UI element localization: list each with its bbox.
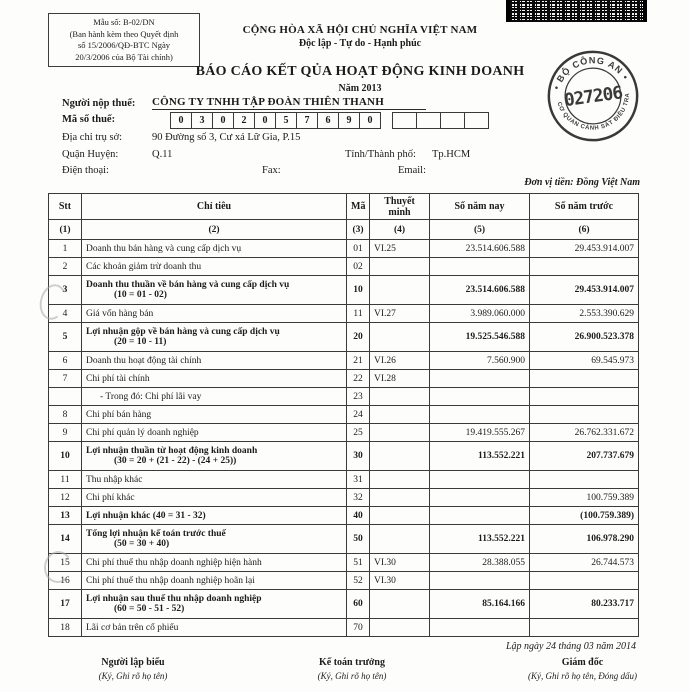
- cell-nam-nay: 23.514.606.588: [430, 276, 530, 305]
- cell-ma: 21: [347, 352, 370, 370]
- cell-nam-truoc: 106.978.290: [530, 525, 639, 554]
- cell-nam-truoc: 207.737.679: [530, 442, 639, 471]
- tax-digit-cell: 0: [212, 112, 234, 129]
- table-row: [49, 276, 639, 305]
- cell-ma: 52: [347, 572, 370, 590]
- row-label: Chi phí thuế thu nhập doanh nghiệp hiện hành: [86, 557, 262, 568]
- table-row: [49, 352, 639, 370]
- tax-empty-cell: [392, 112, 417, 129]
- col-header-thuyet-minh: Thuyết minh: [370, 194, 430, 220]
- table-row: [49, 442, 639, 471]
- currency-note: Đơn vị tiền: Đồng Việt Nam: [524, 177, 640, 188]
- tax-digit-cell: 6: [317, 112, 339, 129]
- cell-stt: 14: [49, 525, 82, 554]
- cell-nam-truoc: 26.762.331.672: [530, 424, 639, 442]
- table-row: [49, 554, 639, 572]
- cell-nam-truoc: [530, 406, 639, 424]
- cell-thuyet-minh: VI.30: [370, 572, 430, 590]
- row-formula: (60 = 50 - 51 - 52): [114, 604, 185, 614]
- cell-chi-tieu: [82, 507, 347, 525]
- row-formula: (20 = 10 - 11): [114, 337, 167, 347]
- tax-digit-cell: 2: [233, 112, 255, 129]
- cell-thuyet-minh: VI.27: [370, 305, 430, 323]
- cell-chi-tieu: [82, 240, 347, 258]
- cell-ma: 40: [347, 507, 370, 525]
- cell-nam-truoc: 29.453.914.007: [530, 240, 639, 258]
- row-formula: (30 = 20 + (21 - 22) - (24 + 25)): [114, 456, 237, 466]
- cell-chi-tieu: [82, 258, 347, 276]
- row-label: Chi phí tài chính: [86, 373, 150, 384]
- stamp-number: 027206: [562, 83, 624, 112]
- cell-nam-nay: 3.989.060.000: [430, 305, 530, 323]
- cell-thuyet-minh: VI.28: [370, 370, 430, 388]
- signature-block-preparer: [53, 657, 213, 681]
- cell-thuyet-minh: VI.25: [370, 240, 430, 258]
- row-label: Chi phí bán hàng: [86, 409, 152, 420]
- cell-nam-nay: [430, 507, 530, 525]
- cell-thuyet-minh: [370, 323, 430, 352]
- taxpayer-label: Người nộp thuế:: [62, 98, 136, 109]
- table-row: [49, 258, 639, 276]
- cell-ma: 20: [347, 323, 370, 352]
- cell-chi-tieu: [82, 276, 347, 305]
- tax-code-boxes: [170, 112, 488, 129]
- table-row: [49, 424, 639, 442]
- cell-stt: 16: [49, 572, 82, 590]
- barcode: [506, 0, 647, 22]
- cell-chi-tieu: [82, 442, 347, 471]
- table-row: [49, 240, 639, 258]
- form-ref-line: 20/3/2006 của Bộ Tài chính): [75, 51, 173, 62]
- cell-chi-tieu: [82, 388, 347, 406]
- cell-chi-tieu: [82, 305, 347, 323]
- cell-ma: 22: [347, 370, 370, 388]
- colnum-2: (2): [82, 220, 347, 240]
- cell-nam-nay: [430, 370, 530, 388]
- cell-nam-nay: 7.560.900: [430, 352, 530, 370]
- cell-stt: 11: [49, 471, 82, 489]
- tax-code-label: Mã số thuế:: [62, 114, 116, 125]
- cell-thuyet-minh: [370, 276, 430, 305]
- cell-stt: 17: [49, 590, 82, 619]
- tax-empty-cell: [464, 112, 489, 129]
- cell-nam-nay: 113.552.221: [430, 442, 530, 471]
- cell-chi-tieu: [82, 554, 347, 572]
- cell-ma: 24: [347, 406, 370, 424]
- cell-thuyet-minh: [370, 590, 430, 619]
- stamp-top-text: • BỘ CÔNG AN •: [551, 55, 631, 91]
- row-label: Doanh thu thuần về bán hàng và cung cấp dịch vụ: [86, 280, 290, 290]
- cell-stt: 3: [49, 276, 82, 305]
- cell-nam-nay: [430, 258, 530, 276]
- cell-nam-nay: [430, 406, 530, 424]
- cell-stt: 10: [49, 442, 82, 471]
- row-label: Lãi cơ bản trên cổ phiếu: [86, 622, 179, 633]
- cell-ma: 50: [347, 525, 370, 554]
- cell-ma: 01: [347, 240, 370, 258]
- cell-nam-truoc: [530, 258, 639, 276]
- district-label: Quận Huyện:: [62, 149, 119, 160]
- report-date: Lập ngày 24 tháng 03 năm 2014: [506, 641, 636, 652]
- income-statement-table: [48, 193, 639, 637]
- cell-nam-truoc: 26.900.523.378: [530, 323, 639, 352]
- cell-nam-truoc: [530, 388, 639, 406]
- cell-nam-truoc: 2.553.390.629: [530, 305, 639, 323]
- cell-chi-tieu: [82, 525, 347, 554]
- cell-thuyet-minh: [370, 442, 430, 471]
- cell-stt: 5: [49, 323, 82, 352]
- col-header-nam-nay: Số năm nay: [430, 194, 530, 220]
- national-motto: Độc lập - Tự do - Hạnh phúc: [298, 38, 422, 49]
- row-formula: (10 = 01 - 02): [114, 290, 167, 300]
- cell-chi-tieu: [82, 406, 347, 424]
- colnum-3: (3): [347, 220, 370, 240]
- tax-empty-cell: [416, 112, 441, 129]
- cell-thuyet-minh: [370, 258, 430, 276]
- form-ref-line: số 15/2006/QĐ-BTC Ngày: [77, 40, 171, 50]
- table-row: [49, 323, 639, 352]
- cell-thuyet-minh: [370, 406, 430, 424]
- cell-ma: 25: [347, 424, 370, 442]
- cell-stt: 4: [49, 305, 82, 323]
- signature-title: Người lập biểu: [101, 657, 165, 668]
- table-row: [49, 471, 639, 489]
- cell-chi-tieu: [82, 424, 347, 442]
- cell-nam-nay: [430, 489, 530, 507]
- table-row: [49, 388, 639, 406]
- cell-nam-nay: 113.552.221: [430, 525, 530, 554]
- cell-ma: 02: [347, 258, 370, 276]
- cell-nam-truoc: 26.744.573: [530, 554, 639, 572]
- table-row: [49, 525, 639, 554]
- tax-empty-cell: [440, 112, 465, 129]
- national-title: CỘNG HÒA XÃ HỘI CHỦ NGHĨA VIỆT NAM: [242, 24, 478, 36]
- cell-chi-tieu: [82, 352, 347, 370]
- email-label: Email:: [398, 165, 426, 176]
- cell-nam-nay: [430, 388, 530, 406]
- table-row: [49, 507, 639, 525]
- stamp-bottom-text: CƠ QUAN CẢNH SÁT ĐIỀU TRA: [555, 92, 632, 132]
- cell-nam-nay: 23.514.606.588: [430, 240, 530, 258]
- cell-ma: 11: [347, 305, 370, 323]
- signature-note: (Ký, Ghi rõ họ tên): [98, 671, 168, 681]
- col-header-stt: Stt: [49, 194, 82, 220]
- address-value: 90 Đường số 3, Cư xá Lữ Gia, P.15: [152, 132, 301, 143]
- col-header-nam-truoc: Số năm trước: [530, 194, 639, 220]
- table-header-row: [49, 194, 639, 220]
- signature-title: Kế toán trưởng: [319, 657, 385, 668]
- report-table-body: [49, 240, 639, 637]
- cell-nam-nay: 19.525.546.588: [430, 323, 530, 352]
- signature-note: (Ký, Ghi rõ họ tên): [317, 671, 387, 681]
- cell-nam-truoc: [530, 619, 639, 637]
- document-title: BÁO CÁO KẾT QỦA HOẠT ĐỘNG KINH DOANH: [195, 64, 525, 79]
- cell-nam-nay: 85.164.166: [430, 590, 530, 619]
- cell-nam-truoc: 29.453.914.007: [530, 276, 639, 305]
- colnum-5: (5): [430, 220, 530, 240]
- row-label: Lợi nhuận sau thuế thu nhập doanh nghiệp: [86, 594, 262, 604]
- cell-nam-nay: [430, 619, 530, 637]
- cell-stt: 13: [49, 507, 82, 525]
- cell-stt: 12: [49, 489, 82, 507]
- col-header-chi-tieu: Chỉ tiêu: [82, 194, 347, 220]
- cell-nam-nay: [430, 471, 530, 489]
- cell-stt: 8: [49, 406, 82, 424]
- address-label: Địa chỉ trụ sở:: [62, 132, 123, 143]
- cell-stt: 7: [49, 370, 82, 388]
- city-value: Tp.HCM: [432, 149, 471, 160]
- table-row: [49, 305, 639, 323]
- stamp-graphic: [536, 41, 650, 150]
- cell-stt: 6: [49, 352, 82, 370]
- tax-digit-cell: 0: [359, 112, 381, 129]
- cell-stt: 9: [49, 424, 82, 442]
- row-label: Chi phí khác: [86, 492, 135, 503]
- cell-stt: 15: [49, 554, 82, 572]
- row-label: Lợi nhuận thuần từ hoạt động kinh doanh: [86, 446, 258, 456]
- row-label: Chi phí thuế thu nhập doanh nghiệp hoãn lại: [86, 575, 255, 586]
- row-label: Doanh thu bán hàng và cung cấp dịch vụ: [86, 243, 242, 254]
- cell-ma: 70: [347, 619, 370, 637]
- cell-thuyet-minh: VI.30: [370, 554, 430, 572]
- police-stamp: [536, 41, 650, 150]
- cell-ma: 23: [347, 388, 370, 406]
- table-colnum-row: [49, 220, 639, 240]
- row-label: Thu nhập khác: [86, 474, 143, 485]
- national-header: [165, 24, 555, 94]
- cell-ma: 51: [347, 554, 370, 572]
- signature-block-chief-accountant: [272, 657, 432, 681]
- row-formula: (50 = 30 + 40): [114, 539, 170, 549]
- cell-stt: 2: [49, 258, 82, 276]
- cell-stt: [49, 388, 82, 406]
- table-row: [49, 406, 639, 424]
- tax-digit-cell: 9: [338, 112, 360, 129]
- cell-thuyet-minh: [370, 489, 430, 507]
- form-ref-line: (Ban hành kèm theo Quyết định: [69, 28, 179, 39]
- cell-ma: 10: [347, 276, 370, 305]
- cell-ma: 31: [347, 471, 370, 489]
- cell-stt: 1: [49, 240, 82, 258]
- colnum-4: (4): [370, 220, 430, 240]
- cell-nam-nay: 28.388.055: [430, 554, 530, 572]
- cell-thuyet-minh: [370, 525, 430, 554]
- cell-ma: 30: [347, 442, 370, 471]
- cell-nam-nay: [430, 572, 530, 590]
- company-name: CÔNG TY TNHH TẬP ĐOÀN THIÊN THANH: [152, 96, 426, 110]
- cell-nam-truoc: [530, 572, 639, 590]
- colnum-1: (1): [49, 220, 82, 240]
- cell-ma: 32: [347, 489, 370, 507]
- col-header-ma: Mã: [347, 194, 370, 220]
- cell-chi-tieu: [82, 323, 347, 352]
- cell-nam-truoc: [530, 370, 639, 388]
- signature-block-director: [495, 657, 670, 681]
- table-row: [49, 370, 639, 388]
- cell-stt: 18: [49, 619, 82, 637]
- cell-nam-truoc: 80.233.717: [530, 590, 639, 619]
- tax-digit-cell: 3: [191, 112, 213, 129]
- cell-thuyet-minh: [370, 619, 430, 637]
- cell-nam-truoc: (100.759.389): [530, 507, 639, 525]
- cell-chi-tieu: [82, 471, 347, 489]
- table-row: [49, 489, 639, 507]
- cell-ma: 60: [347, 590, 370, 619]
- table-row: [49, 572, 639, 590]
- district-value: Q.11: [152, 149, 173, 160]
- row-label: Doanh thu hoạt động tài chính: [86, 355, 202, 366]
- table-row: [49, 619, 639, 637]
- table-row: [49, 590, 639, 619]
- company-name-wrap: [152, 96, 426, 110]
- city-label: Tỉnh/Thành phố:: [345, 149, 416, 160]
- row-label: Giá vốn hàng bán: [86, 308, 154, 319]
- tax-digit-cell: 7: [296, 112, 318, 129]
- tax-digit-cell: 5: [275, 112, 297, 129]
- cell-thuyet-minh: [370, 388, 430, 406]
- cell-chi-tieu: [82, 619, 347, 637]
- cell-thuyet-minh: [370, 471, 430, 489]
- cell-nam-truoc: [530, 471, 639, 489]
- cell-thuyet-minh: VI.26: [370, 352, 430, 370]
- cell-chi-tieu: [82, 370, 347, 388]
- cell-chi-tieu: [82, 572, 347, 590]
- colnum-6: (6): [530, 220, 639, 240]
- tax-digit-cell: 0: [254, 112, 276, 129]
- row-label: Chi phí quản lý doanh nghiệp: [86, 427, 199, 438]
- fax-label: Fax:: [262, 165, 281, 176]
- cell-chi-tieu: [82, 590, 347, 619]
- cell-thuyet-minh: [370, 424, 430, 442]
- form-number: Mẫu số: B-02/DN: [93, 17, 155, 27]
- cell-chi-tieu: [82, 489, 347, 507]
- signature-note: (Ký, Ghi rõ họ tên, Đóng dấu): [528, 671, 637, 681]
- report-year: Năm 2013: [338, 83, 382, 94]
- cell-nam-truoc: 100.759.389: [530, 489, 639, 507]
- row-label: Lợi nhuận khác (40 = 31 - 32): [86, 510, 206, 521]
- cell-thuyet-minh: [370, 507, 430, 525]
- phone-label: Điện thoại:: [62, 165, 109, 176]
- signature-title: Giám đốc: [561, 657, 604, 668]
- cell-nam-truoc: 69.545.973: [530, 352, 639, 370]
- row-label: Các khoản giảm trừ doanh thu: [86, 261, 202, 272]
- row-label: - Trong đó: Chi phí lãi vay: [100, 391, 202, 402]
- cell-nam-nay: 19.419.555.267: [430, 424, 530, 442]
- row-label: Lợi nhuận gộp về bán hàng và cung cấp dịch vụ: [86, 327, 280, 337]
- tax-digit-cell: 0: [170, 112, 192, 129]
- row-label: Tổng lợi nhuận kế toán trước thuế: [86, 529, 226, 539]
